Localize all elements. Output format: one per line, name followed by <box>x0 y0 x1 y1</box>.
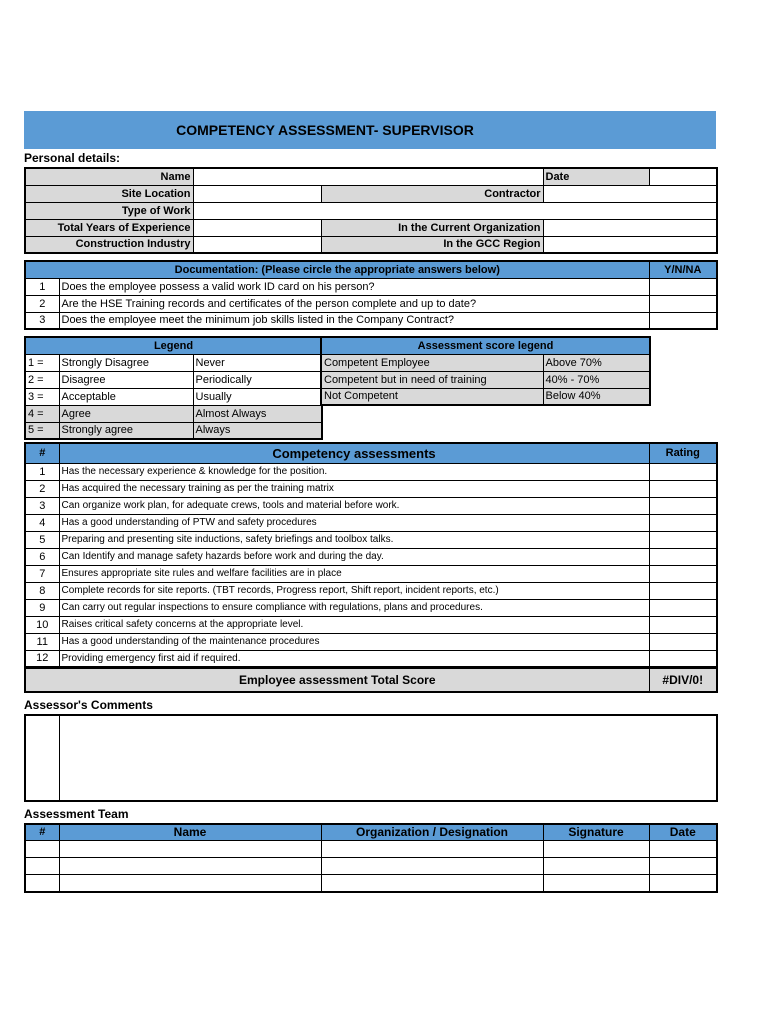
score-legend-table <box>320 336 651 406</box>
rating-cell[interactable] <box>649 565 717 582</box>
legend-label: Strongly Disagree <box>59 354 193 371</box>
total-years-field[interactable] <box>193 219 321 236</box>
rating-cell[interactable] <box>649 480 717 497</box>
competency-row-number: 6 <box>25 548 59 565</box>
gcc-region-field[interactable] <box>543 236 717 253</box>
total-score-label: Employee assessment Total Score <box>25 669 649 692</box>
competency-row-number: 12 <box>25 650 59 667</box>
team-name-cell[interactable] <box>59 858 321 875</box>
rating-cell[interactable] <box>649 548 717 565</box>
legend-number: 4 = <box>25 405 59 422</box>
legend-frequency: Usually <box>193 388 322 405</box>
rating-cell[interactable] <box>649 599 717 616</box>
score-legend-label: Competent but in need of training <box>321 371 543 388</box>
competency-row-text: Can Identify and manage safety hazards before work and during the day. <box>59 548 649 565</box>
site-location-label: Site Location <box>25 185 193 202</box>
total-years-label: Total Years of Experience <box>25 219 193 236</box>
comments-margin-cell <box>25 715 59 801</box>
contractor-label: Contractor <box>321 185 543 202</box>
type-of-work-label: Type of Work <box>25 202 193 219</box>
construction-industry-label: Construction Industry <box>25 236 193 253</box>
competency-row-number: 8 <box>25 582 59 599</box>
legend-number: 5 = <box>25 422 59 439</box>
team-name-cell[interactable] <box>59 875 321 892</box>
rating-cell[interactable] <box>649 463 717 480</box>
assessor-comments-heading: Assessor's Comments <box>24 697 153 712</box>
current-org-field[interactable] <box>543 219 717 236</box>
doc-answer-cell[interactable] <box>649 312 717 329</box>
doc-row-text: Does the employee possess a valid work ID card on his person? <box>59 278 649 295</box>
rating-cell[interactable] <box>649 616 717 633</box>
current-org-label: In the Current Organization <box>321 219 543 236</box>
legend-number: 3 = <box>25 388 59 405</box>
documentation-header: Documentation: (Please circle the appropriate answers below) <box>25 261 649 278</box>
team-signature-cell[interactable] <box>543 858 649 875</box>
doc-row-number: 1 <box>25 278 59 295</box>
competency-row-text: Can organize work plan, for adequate crews, tools and material before work. <box>59 497 649 514</box>
legend-label: Acceptable <box>59 388 193 405</box>
title-bar <box>24 111 716 149</box>
legend-frequency: Never <box>193 354 322 371</box>
rating-cell[interactable] <box>649 582 717 599</box>
team-number-header: # <box>25 824 59 841</box>
rating-header: Rating <box>649 443 717 463</box>
competency-row-text: Raises critical safety concerns at the appropriate level. <box>59 616 649 633</box>
rating-cell[interactable] <box>649 650 717 667</box>
competency-row-number: 7 <box>25 565 59 582</box>
team-org-cell[interactable] <box>321 875 543 892</box>
competency-row-text: Preparing and presenting site inductions, safety briefings and toolbox talks. <box>59 531 649 548</box>
legend-frequency: Always <box>193 422 322 439</box>
legend-table <box>24 336 323 440</box>
team-number-cell[interactable] <box>25 875 59 892</box>
team-row <box>25 841 717 858</box>
score-legend-range: Above 70% <box>543 354 650 371</box>
team-row <box>25 858 717 875</box>
competency-row-text: Providing emergency first aid if required. <box>59 650 649 667</box>
competency-row-number: 4 <box>25 514 59 531</box>
assessor-comments-table <box>24 714 718 802</box>
doc-answer-cell[interactable] <box>649 278 717 295</box>
type-of-work-field[interactable] <box>193 202 717 219</box>
page-title: COMPETENCY ASSESSMENT- SUPERVISOR <box>176 122 474 138</box>
competency-header: Competency assessments <box>59 443 649 463</box>
team-date-cell[interactable] <box>649 841 717 858</box>
team-signature-cell[interactable] <box>543 841 649 858</box>
team-signature-header: Signature <box>543 824 649 841</box>
legend-number: 1 = <box>25 354 59 371</box>
contractor-field[interactable] <box>543 185 717 202</box>
team-date-header: Date <box>649 824 717 841</box>
personal-details-table <box>24 167 718 254</box>
personal-details-heading: Personal details: <box>24 151 121 165</box>
score-legend-label: Not Competent <box>321 388 543 405</box>
doc-row-number: 2 <box>25 295 59 312</box>
legend-label: Agree <box>59 405 193 422</box>
site-location-field[interactable] <box>193 185 321 202</box>
assessment-sheet <box>24 111 716 893</box>
legend-area <box>24 336 716 442</box>
gcc-region-label: In the GCC Region <box>321 236 543 253</box>
doc-row-text: Are the HSE Training records and certificates of the person complete and up to date? <box>59 295 649 312</box>
competency-row-text: Has the necessary experience & knowledge for the position. <box>59 463 649 480</box>
construction-industry-field[interactable] <box>193 236 321 253</box>
competency-row-number: 1 <box>25 463 59 480</box>
competency-row-text: Can carry out regular inspections to ensure compliance with regulations, plans and procedures. <box>59 599 649 616</box>
team-number-cell[interactable] <box>25 841 59 858</box>
team-date-cell[interactable] <box>649 875 717 892</box>
yn-header: Y/N/NA <box>649 261 717 278</box>
legend-number: 2 = <box>25 371 59 388</box>
competency-row-text: Has acquired the necessary training as per the training matrix <box>59 480 649 497</box>
competency-row-number: 3 <box>25 497 59 514</box>
doc-row-text: Does the employee meet the minimum job skills listed in the Company Contract? <box>59 312 649 329</box>
competency-row-text: Complete records for site reports. (TBT records, Progress report, Shift report, incident reports, etc.) <box>59 582 649 599</box>
competency-row-number: 2 <box>25 480 59 497</box>
assessment-team-heading: Assessment Team <box>24 806 129 821</box>
team-date-cell[interactable] <box>649 858 717 875</box>
assessment-team-table <box>24 823 718 893</box>
competency-row-text: Has a good understanding of PTW and safety procedures <box>59 514 649 531</box>
total-score-value: #DIV/0! <box>649 669 717 692</box>
competency-row-number: 10 <box>25 616 59 633</box>
date-label: Date <box>543 168 649 185</box>
competency-row-text: Has a good understanding of the maintenance procedures <box>59 633 649 650</box>
team-org-cell[interactable] <box>321 858 543 875</box>
doc-row-number: 3 <box>25 312 59 329</box>
team-org-cell[interactable] <box>321 841 543 858</box>
team-number-cell[interactable] <box>25 858 59 875</box>
team-name-header: Name <box>59 824 321 841</box>
documentation-table <box>24 260 718 330</box>
date-field[interactable] <box>649 168 717 185</box>
score-legend-label: Competent Employee <box>321 354 543 371</box>
legend-header: Legend <box>25 337 322 354</box>
score-legend-range: Below 40% <box>543 388 650 405</box>
total-score-table <box>24 668 718 693</box>
competency-number-header: # <box>25 443 59 463</box>
legend-label: Strongly agree <box>59 422 193 439</box>
legend-frequency: Periodically <box>193 371 322 388</box>
score-legend-range: 40% - 70% <box>543 371 650 388</box>
team-row <box>25 875 717 892</box>
doc-answer-cell[interactable] <box>649 295 717 312</box>
rating-cell[interactable] <box>649 633 717 650</box>
legend-frequency: Almost Always <box>193 405 322 422</box>
competency-row-number: 5 <box>25 531 59 548</box>
score-legend-header: Assessment score legend <box>321 337 650 354</box>
team-signature-cell[interactable] <box>543 875 649 892</box>
team-org-header: Organization / Designation <box>321 824 543 841</box>
competency-table <box>24 442 718 668</box>
competency-row-number: 9 <box>25 599 59 616</box>
competency-row-number: 11 <box>25 633 59 650</box>
rating-cell[interactable] <box>649 514 717 531</box>
legend-label: Disagree <box>59 371 193 388</box>
name-field[interactable] <box>193 168 543 185</box>
rating-cell[interactable] <box>649 497 717 514</box>
team-name-cell[interactable] <box>59 841 321 858</box>
name-label: Name <box>25 168 193 185</box>
competency-row-text: Ensures appropriate site rules and welfare facilities are in place <box>59 565 649 582</box>
rating-cell[interactable] <box>649 531 717 548</box>
comments-field[interactable] <box>59 715 717 801</box>
